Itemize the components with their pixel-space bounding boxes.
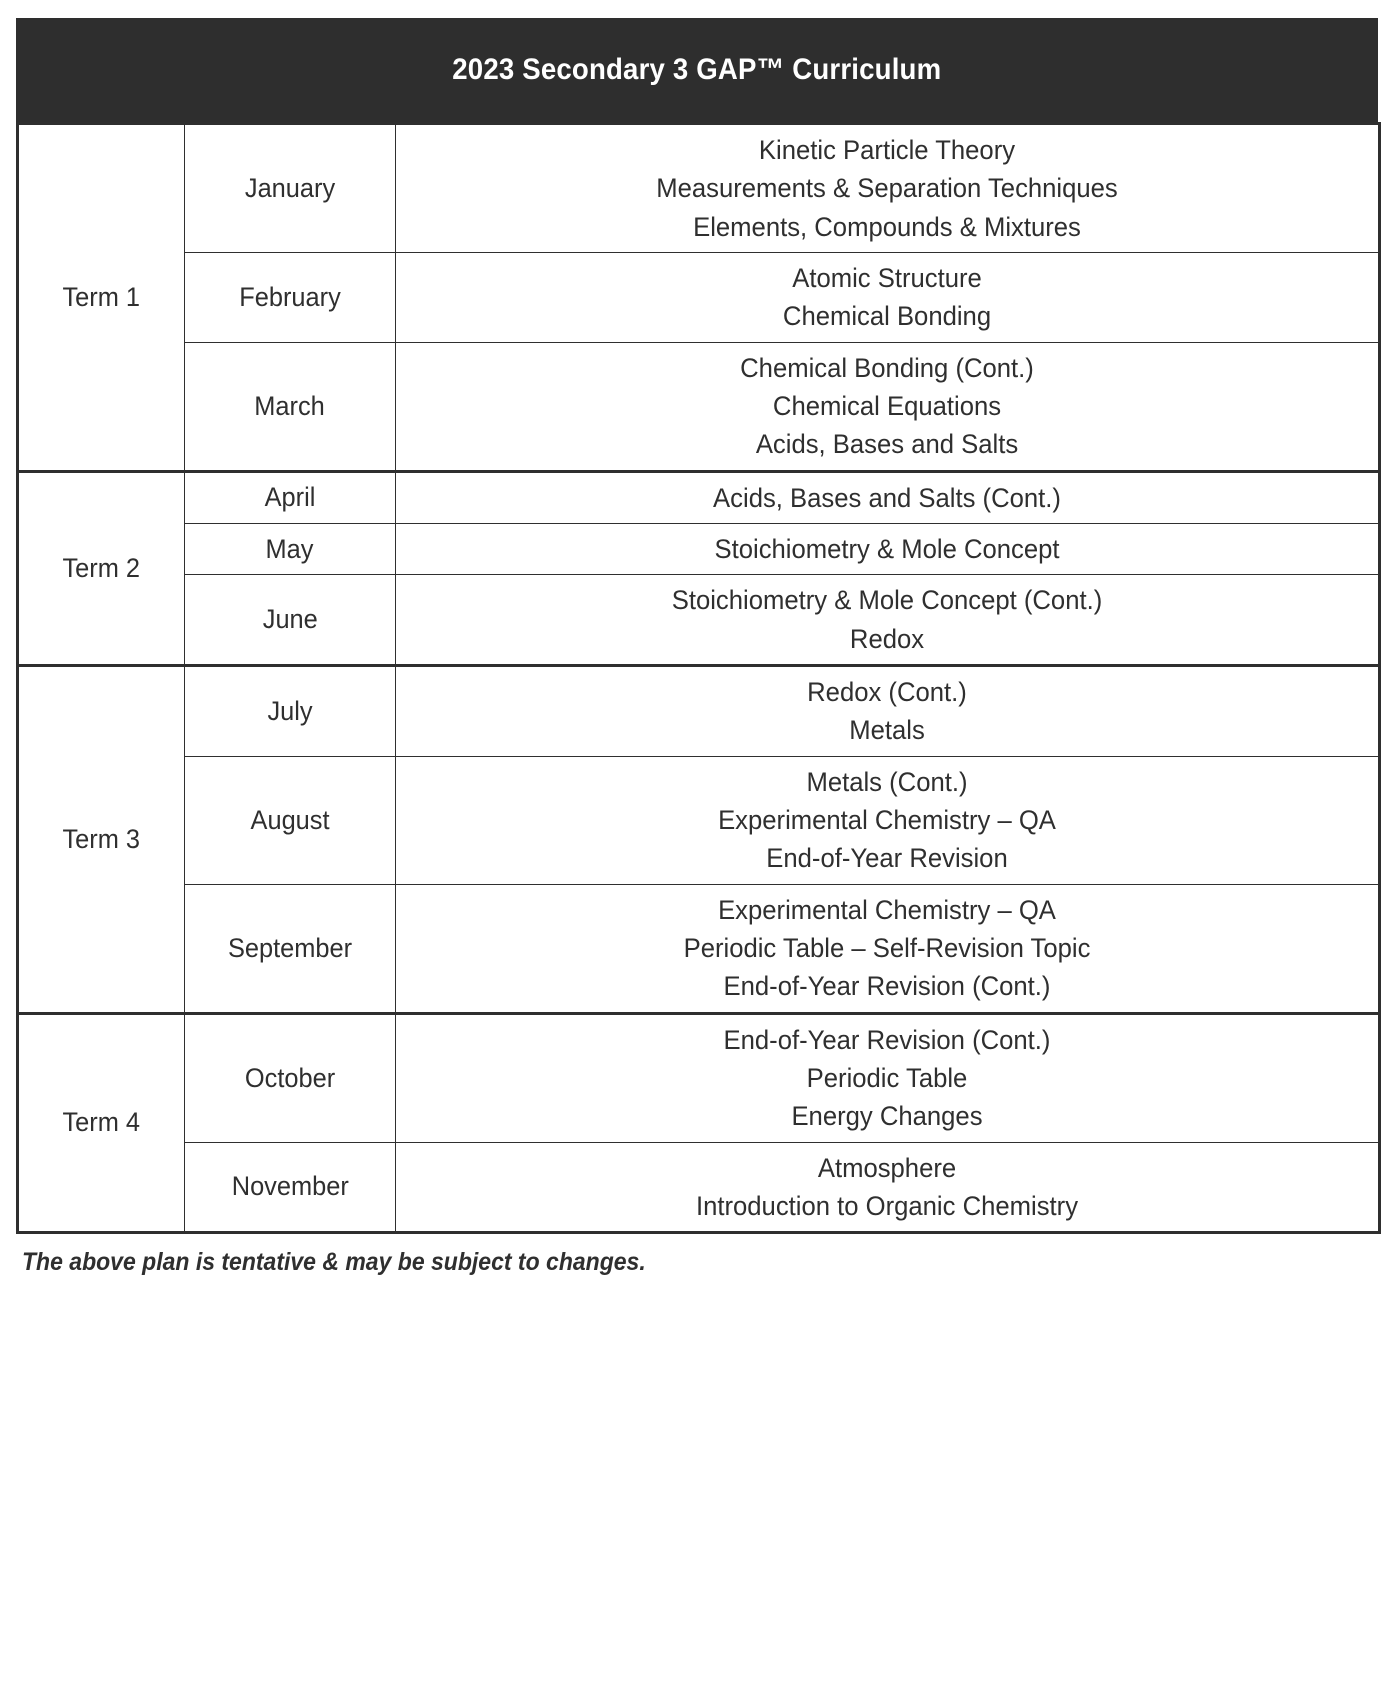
page-title: 2023 Secondary 3 GAP™ Curriculum <box>452 53 942 86</box>
topic-line: Measurements & Separation Techniques <box>656 173 1118 204</box>
topics-cell <box>396 575 1380 666</box>
month-cell <box>185 1142 396 1233</box>
table-row <box>18 1013 1380 1142</box>
topic-line: Stoichiometry & Mole Concept (Cont.) <box>671 585 1103 616</box>
table-row <box>18 665 1380 756</box>
month-label: July <box>267 695 313 726</box>
topic-line: End-of-Year Revision (Cont.) <box>723 971 1051 1002</box>
month-label: November <box>231 1171 349 1202</box>
topic-line: Acids, Bases and Salts (Cont.) <box>713 482 1061 513</box>
topic-line: Metals (Cont.) <box>806 766 968 797</box>
table-row <box>18 342 1380 471</box>
term-label: Term 3 <box>62 823 141 854</box>
topics-cell <box>396 471 1380 523</box>
table-row <box>18 252 1380 342</box>
month-cell <box>185 756 396 884</box>
table-row <box>18 575 1380 666</box>
table-row <box>18 756 1380 884</box>
table-row <box>18 523 1380 574</box>
topic-line: Chemical Equations <box>772 390 1002 421</box>
month-cell <box>185 1013 396 1142</box>
footnote <box>16 1248 1378 1277</box>
term-label: Term 4 <box>62 1107 141 1138</box>
topic-line: End-of-Year Revision (Cont.) <box>723 1024 1051 1055</box>
topics-cell <box>396 523 1380 574</box>
month-label: April <box>264 482 316 513</box>
month-cell <box>185 884 396 1013</box>
topic-line: Acids, Bases and Salts <box>755 429 1019 460</box>
footnote-text: The above plan is tentative & may be subject to changes. <box>22 1248 646 1277</box>
term-cell <box>18 471 185 665</box>
topic-line: Stoichiometry & Mole Concept <box>714 533 1060 564</box>
topic-line: Experimental Chemistry – QA <box>718 894 1056 925</box>
topics-cell <box>396 124 1380 253</box>
topic-line: Energy Changes <box>791 1101 983 1132</box>
term-cell <box>18 1013 185 1233</box>
topic-line: Atomic Structure <box>792 262 982 293</box>
topic-line: Elements, Compounds & Mixtures <box>693 211 1081 242</box>
topics-cell <box>396 342 1380 471</box>
month-label: October <box>244 1062 336 1093</box>
term-cell <box>18 124 185 472</box>
month-label: August <box>250 804 330 835</box>
topic-line: Introduction to Organic Chemistry <box>695 1190 1079 1221</box>
term-label: Term 2 <box>62 552 141 583</box>
month-cell <box>185 124 396 253</box>
topics-cell <box>396 884 1380 1013</box>
topic-line: Chemical Bonding <box>782 301 992 332</box>
month-label: January <box>244 172 336 203</box>
topic-line: Atmosphere <box>817 1152 957 1183</box>
topic-line: End-of-Year Revision <box>766 843 1008 874</box>
topic-line: Redox (Cont.) <box>807 676 967 707</box>
curriculum-table-body <box>18 124 1380 1233</box>
topics-cell <box>396 252 1380 342</box>
topics-cell <box>396 756 1380 884</box>
month-label: February <box>239 281 341 312</box>
topic-line: Chemical Bonding (Cont.) <box>740 352 1034 383</box>
table-row <box>18 471 1380 523</box>
month-cell <box>185 252 396 342</box>
month-label: March <box>254 390 326 421</box>
topic-line: Periodic Table – Self-Revision Topic <box>683 932 1091 963</box>
month-label: June <box>262 604 318 635</box>
month-cell <box>185 575 396 666</box>
curriculum-sheet <box>16 18 1378 1277</box>
curriculum-table <box>16 122 1381 1234</box>
topic-line: Experimental Chemistry – QA <box>718 804 1056 835</box>
term-label: Term 1 <box>62 281 141 312</box>
table-row <box>18 1142 1380 1233</box>
month-cell <box>185 665 396 756</box>
topic-line: Periodic Table <box>806 1062 968 1093</box>
month-cell <box>185 523 396 574</box>
topic-line: Metals <box>849 715 925 746</box>
table-row <box>18 884 1380 1013</box>
month-cell <box>185 471 396 523</box>
month-cell <box>185 342 396 471</box>
month-label: May <box>266 533 314 564</box>
topics-cell <box>396 665 1380 756</box>
topic-line: Redox <box>849 623 925 654</box>
month-label: September <box>227 932 353 963</box>
term-cell <box>18 665 185 1013</box>
topics-cell <box>396 1142 1380 1233</box>
topic-line: Kinetic Particle Theory <box>758 135 1016 165</box>
table-row <box>18 124 1380 253</box>
topics-cell <box>396 1013 1380 1142</box>
title-bar <box>16 18 1378 122</box>
